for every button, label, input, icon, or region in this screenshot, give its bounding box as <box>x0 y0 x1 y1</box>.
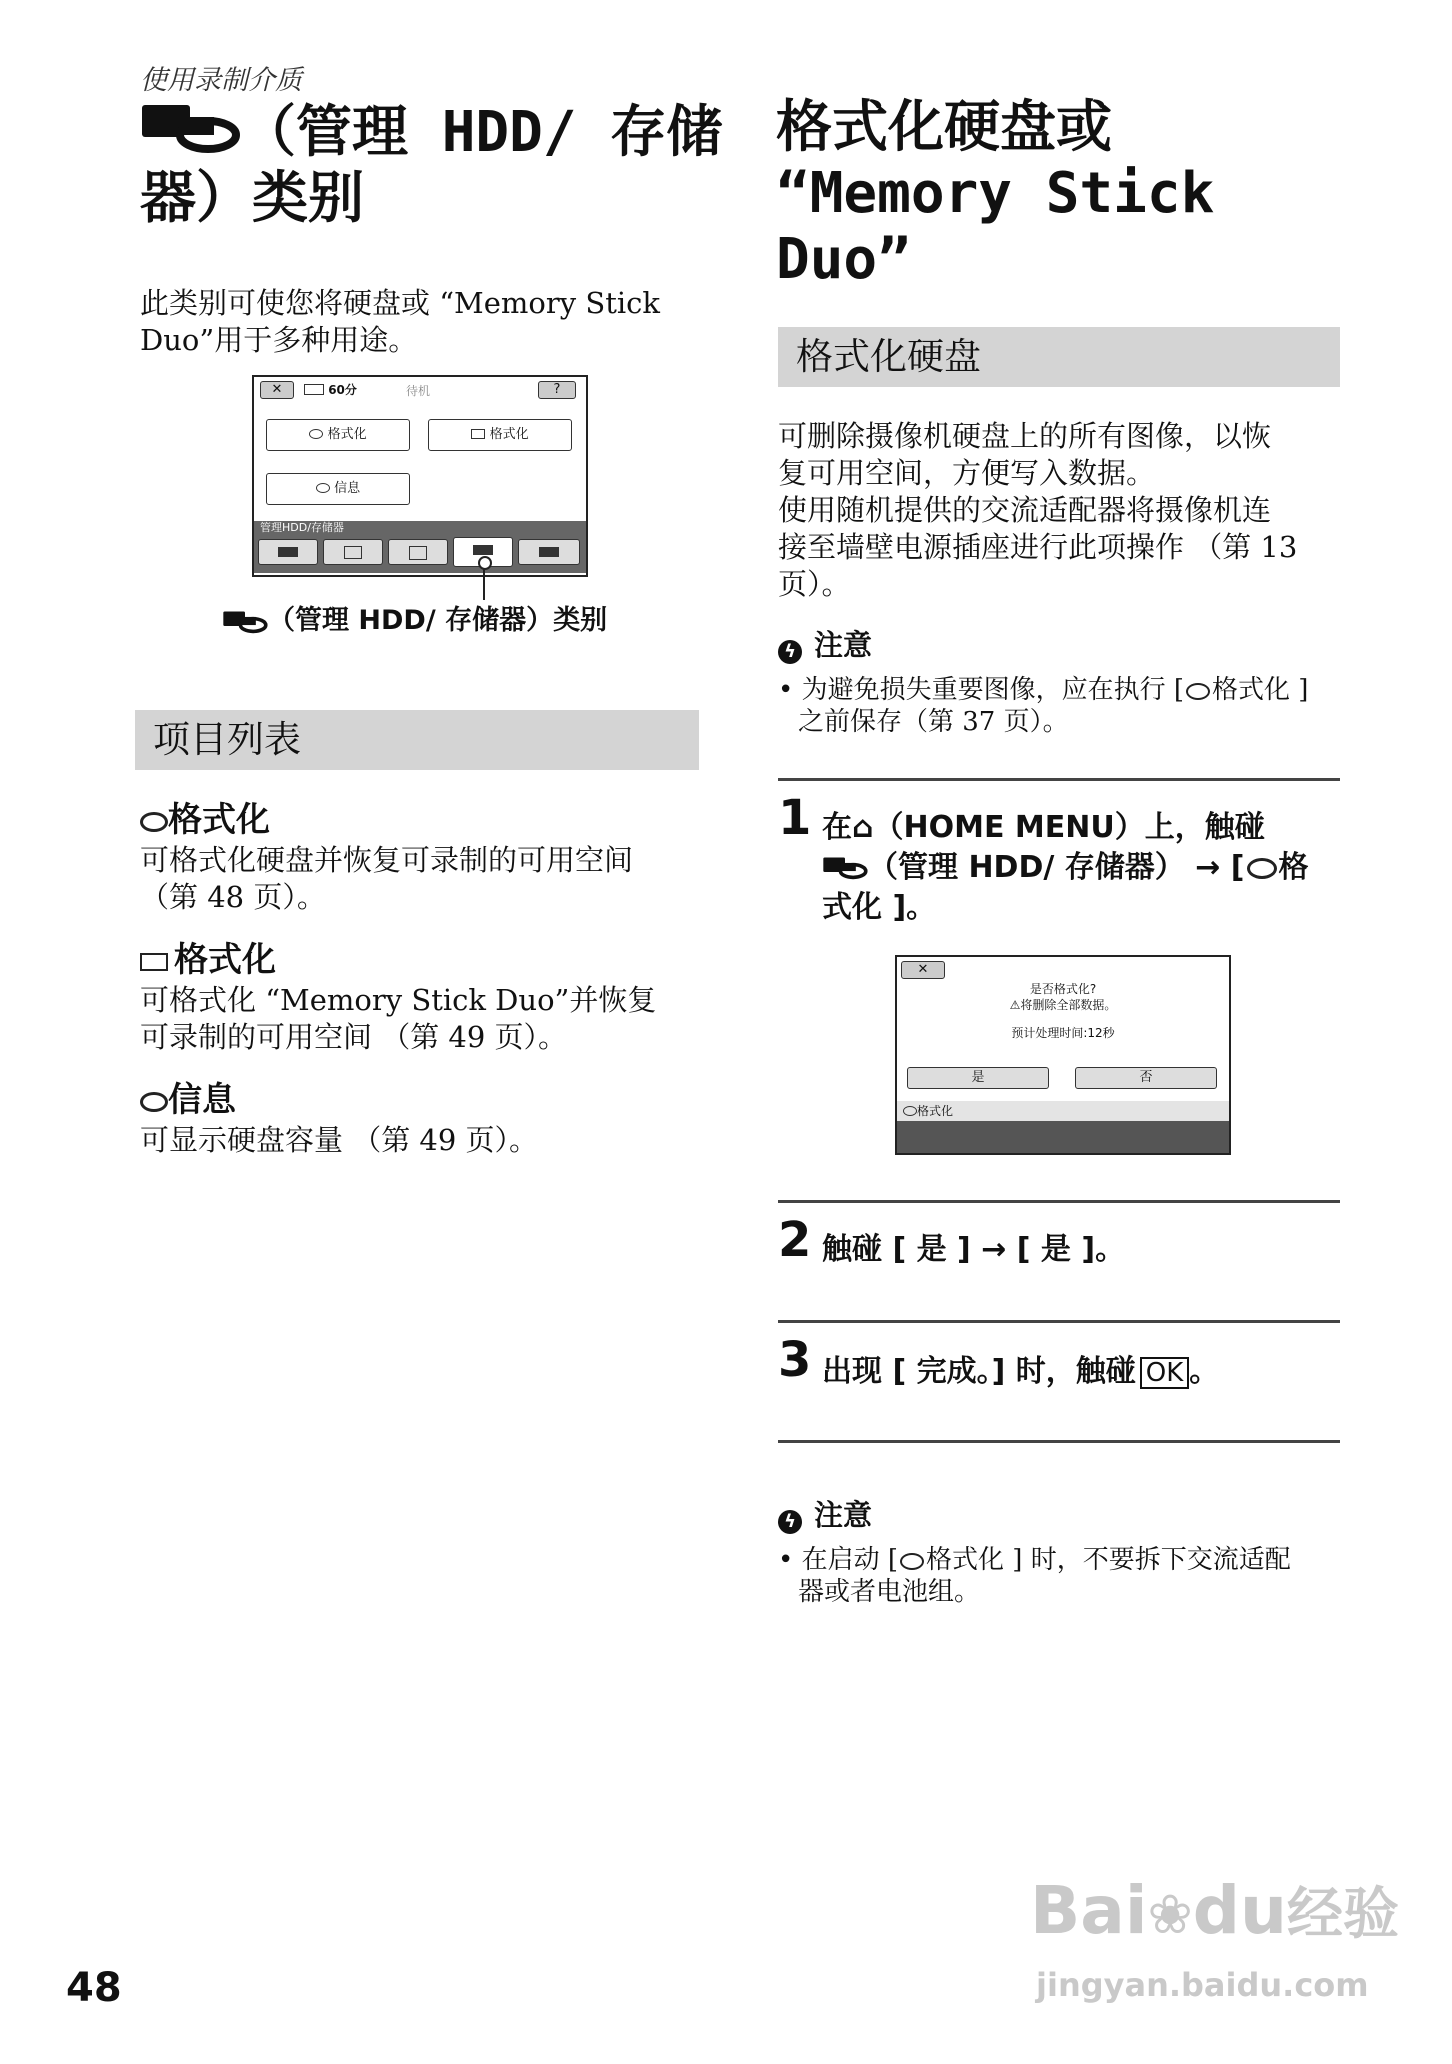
footer-label: 管理HDD/存储器 <box>260 521 344 534</box>
close-button[interactable]: ✕ <box>901 961 945 979</box>
items-list-band: 项目列表 <box>135 710 699 770</box>
camera-screen-illustration <box>252 375 588 577</box>
help-button[interactable]: ? <box>538 381 576 399</box>
divider <box>778 1440 1340 1443</box>
divider <box>778 1320 1340 1323</box>
divider <box>778 778 1340 781</box>
dialog-time: 预计处理时间:12秒 <box>1011 1026 1115 1040</box>
left-title <box>140 95 723 232</box>
hdd-icon <box>903 1106 917 1116</box>
format-hdd-band: 格式化硬盘 <box>778 327 1340 387</box>
close-button[interactable]: ✕ <box>260 381 294 399</box>
step-1-text: 在⌂（HOME MENU）上，触碰 （管理 HDD/ 存储器） → [ 格 式化 ]。 <box>822 810 1309 925</box>
right-title <box>776 95 1356 293</box>
intro-line: Duo”用于多种用途。 <box>140 323 418 357</box>
hdd-info-button[interactable]: 信息 <box>266 473 410 505</box>
callout-dot <box>478 556 492 570</box>
item-desc: 可格式化 “Memory Stick Duo”并恢复 <box>140 983 657 1017</box>
hdd-icon <box>309 429 323 439</box>
hdd-manage-icon <box>822 853 868 881</box>
hdd-icon <box>140 1092 168 1112</box>
desc-line: 接至墙壁电源插座进行此项操作 （第 13 <box>778 530 1298 564</box>
note-icon: ϟ <box>778 1510 802 1534</box>
camera-icon <box>278 547 298 557</box>
battery-icon <box>304 384 324 395</box>
no-button[interactable]: 否 <box>1075 1067 1217 1089</box>
step-2-text: 触碰 [ 是 ] → [ 是 ]。 <box>822 1232 1126 1267</box>
left-intro <box>140 285 700 359</box>
page-number: 48 <box>66 1965 122 2011</box>
item-desc: （第 48 页）。 <box>140 880 326 914</box>
status-text: 待机 <box>406 384 431 398</box>
divider <box>778 1200 1340 1203</box>
baidu-watermark: Bai❀du经验 <box>1030 1872 1399 1949</box>
item-hdd-info-title: 信息 <box>140 1078 700 1122</box>
hdd-manage-icon <box>140 95 240 157</box>
dialog-warning: 将删除全部数据。 <box>1020 998 1117 1012</box>
tab-other[interactable] <box>388 539 448 565</box>
ms-format-button[interactable]: 格式化 <box>428 419 572 451</box>
step-3-number: 3 <box>778 1332 812 1388</box>
item-list <box>140 798 700 1159</box>
screen-footer <box>254 521 586 573</box>
yes-button[interactable]: 是 <box>907 1067 1049 1089</box>
hdd-icon <box>316 483 330 493</box>
right-title-line2: “Memory Stick <box>776 161 1215 226</box>
item-desc: 可显示硬盘容量 （第 49 页）。 <box>140 1123 539 1157</box>
item-hdd-format-title: 格式化 <box>140 798 700 842</box>
home-icon: ⌂ <box>852 810 874 845</box>
desc-line: 页）。 <box>778 567 851 601</box>
right-title-line1: 格式化硬盘或 <box>776 95 1112 160</box>
dialog-bottom-bar <box>897 1121 1229 1153</box>
dialog-footer: 格式化 <box>897 1101 1229 1121</box>
note-1: ϟ 注意 • 为避免损失重要图像，应在执行 [ 格式化 ] 之前保存（第 37 页）。 <box>778 628 1309 737</box>
section-label: 使用录制介质 <box>140 65 302 96</box>
item-desc: 可录制的可用空间 （第 49 页）。 <box>140 1020 568 1054</box>
left-title-line1: （管理 HDD/ 存储 <box>240 100 723 165</box>
item-desc: 可格式化硬盘并恢复可录制的可用空间 <box>140 843 634 877</box>
play-icon <box>344 546 362 559</box>
grid-icon <box>409 546 427 560</box>
battery-indicator: 60分 <box>304 381 357 398</box>
format-dialog-illustration <box>895 955 1231 1155</box>
step-1-number: 1 <box>778 790 812 846</box>
hdd-format-button[interactable]: 格式化 <box>266 419 410 451</box>
intro-line: 此类别可使您将硬盘或 “Memory Stick <box>140 286 660 320</box>
memory-stick-icon <box>140 953 168 971</box>
hdd-icon <box>1186 683 1210 700</box>
step-2-number: 2 <box>778 1212 812 1268</box>
format-description <box>778 418 1348 603</box>
toolbox-icon <box>539 547 559 557</box>
tab-settings[interactable] <box>518 539 580 565</box>
hdd-manage-icon <box>222 607 268 635</box>
hdd-icon <box>900 1553 924 1570</box>
hdd-icon <box>140 812 168 832</box>
tab-playback[interactable] <box>323 539 383 565</box>
note-2: ϟ 注意 • 在启动 [ 格式化 ] 时，不要拆下交流适配 器或者电池组。 <box>778 1498 1291 1607</box>
step-3-text: 出现 [ 完成。] 时，触碰 OK 。 <box>822 1354 1220 1389</box>
dialog-question: 是否格式化? <box>1029 982 1097 996</box>
ok-button[interactable]: OK <box>1140 1357 1190 1389</box>
desc-line: 使用随机提供的交流适配器将摄像机连 <box>778 493 1272 527</box>
left-title-line2: 器）类别 <box>140 166 364 231</box>
warning-icon: ⚠ <box>1009 998 1021 1012</box>
desc-line: 复可用空间，方便写入数据。 <box>778 456 1156 490</box>
hdd-manage-icon <box>473 545 493 555</box>
note-icon: ϟ <box>778 640 802 664</box>
tab-camera[interactable] <box>258 539 318 565</box>
memory-stick-icon <box>471 429 485 439</box>
watermark-url: jingyan.baidu.com <box>1036 1966 1369 2004</box>
paw-icon: ❀ <box>1147 1883 1193 1946</box>
item-ms-format-title: 格式化 <box>140 938 700 982</box>
desc-line: 可删除摄像机硬盘上的所有图像，以恢 <box>778 419 1272 453</box>
hdd-icon <box>1247 858 1277 879</box>
right-title-line3: Duo” <box>776 227 911 292</box>
screen-caption: （管理 HDD/ 存储器）类别 <box>222 598 607 637</box>
